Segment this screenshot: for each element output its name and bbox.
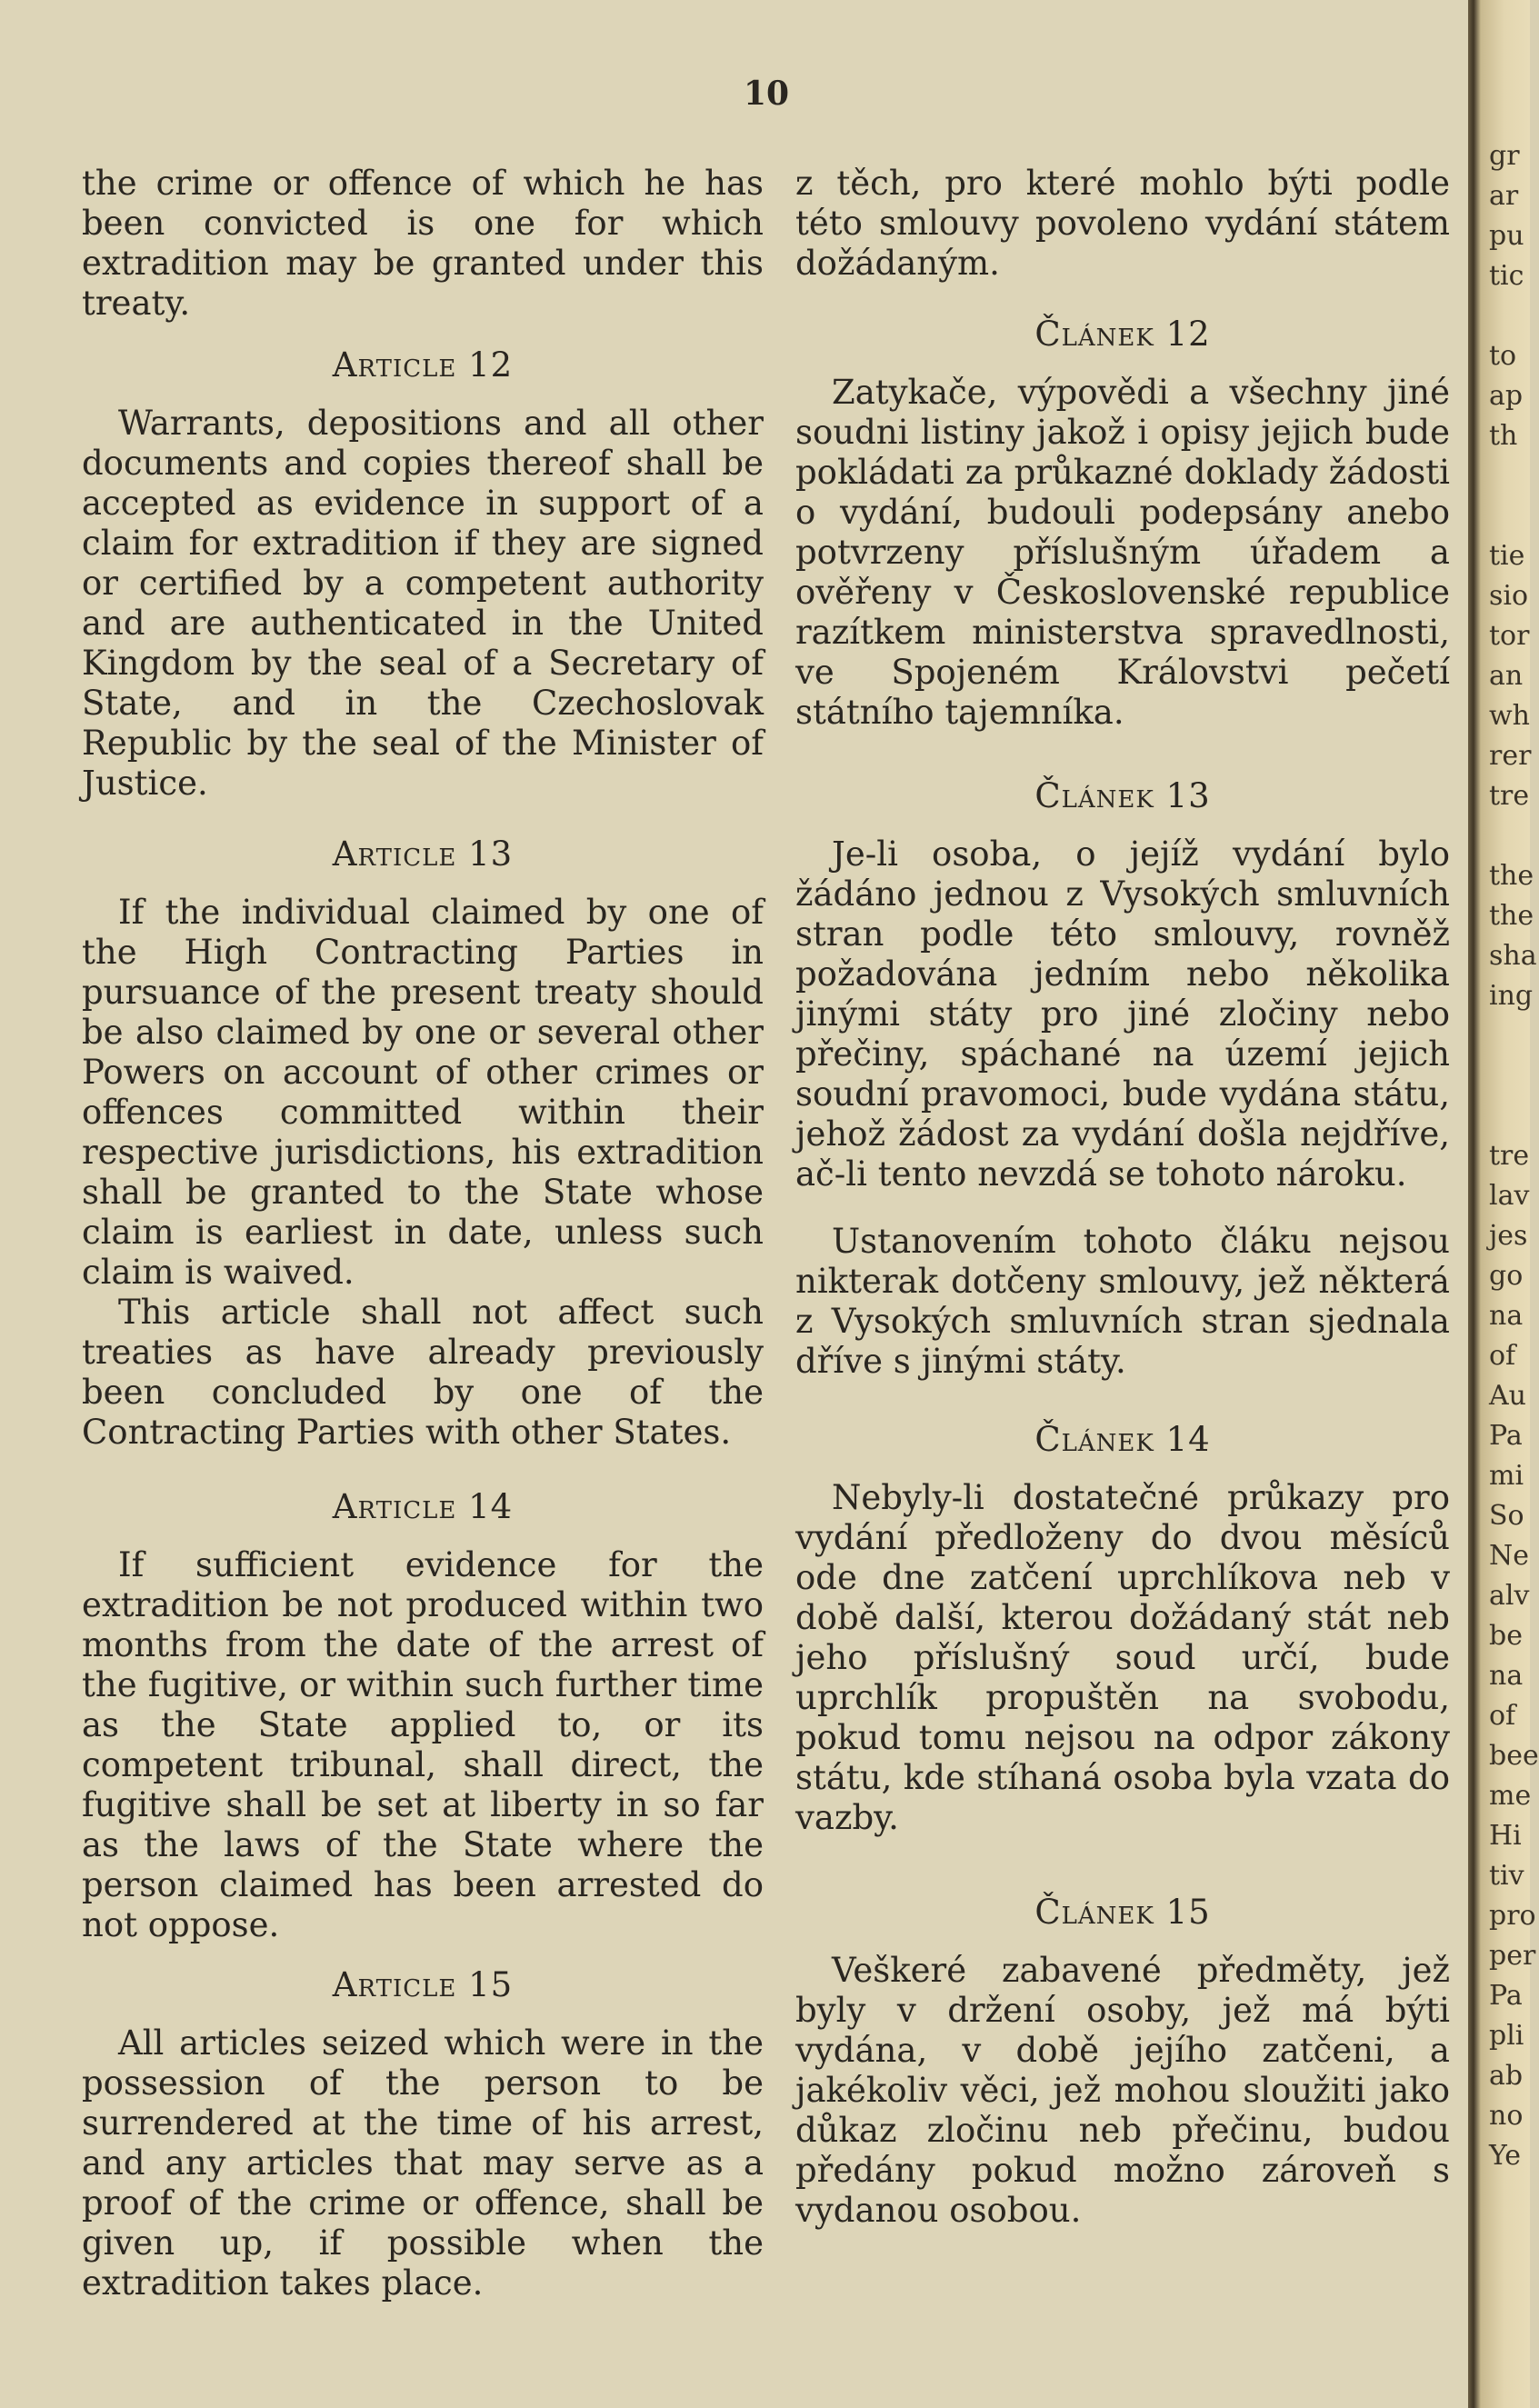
edge-fragment: an (1489, 660, 1524, 692)
article-12-text: Warrants, depositions and all other documents and copies thereof shall be accepted as evidence in support of a claim for extradition if they are signed or certified by a competent authority and are authenticated in the United Kingdom by the seal of a Secretary of State, and in the Czechoslovak Republic by the seal of the Minister of Justice. (82, 404, 764, 803)
facing-page-edge-text (1489, 136, 1539, 2176)
edge-fragment: me (1489, 1780, 1532, 1812)
article-15-heading: Article 15 (332, 1965, 514, 2004)
edge-fragment: the (1489, 900, 1534, 932)
edge-fragment: go (1489, 1260, 1524, 1292)
edge-fragment: Ne (1489, 1540, 1530, 1572)
clanek-12-heading: Článek 12 (1034, 315, 1211, 354)
article-13-paragraph-1: If the individual claimed by one of the High Contracting Parties in pursuance of the present treaty should be also claimed by one or several other Powers on account of other crimes or offences committed within their respective jurisdictions, his extradition shall be granted to the State whose claim is earliest in date, unless such claim is waived. (82, 893, 764, 1292)
edge-fragment: Pa (1489, 1980, 1523, 2012)
edge-fragment: of (1489, 1340, 1516, 1372)
edge-fragment: na (1489, 1300, 1524, 1332)
clanek-13-paragraph-2: Ustanovením tohoto čláku nejsou nikterak dotčeny smlouvy, jež některá z Vysokých smluvních stran sjednala dříve s jinými státy. (795, 1222, 1450, 1381)
edge-fragment: Ye (1489, 2140, 1521, 2172)
edge-fragment: gr (1489, 140, 1520, 172)
edge-fragment: jes (1489, 1220, 1528, 1252)
edge-fragment: ab (1489, 2060, 1524, 2092)
edge-fragment: alv (1489, 1580, 1530, 1612)
edge-fragment: na (1489, 1660, 1524, 1692)
edge-fragment (1489, 1096, 1530, 1136)
clanek-14-text: Nebyly-li dostatečné průkazy pro vydání předloženy do dvou měsíců ode dne zatčení uprchlíkova neb v době další, kterou dožádaný stát neb jeho příslušný soud určí, bude uprchlík propuštěn na svobodu, pokud tomu nejsou na odpor zákony státu, kde stíhaná osoba byla vzata do vazby. (795, 1478, 1450, 1837)
edge-fragment (1489, 456, 1530, 496)
edge-fragment: be (1489, 1620, 1523, 1652)
clanek-13-heading: Článek 13 (1034, 776, 1211, 815)
edge-fragment: Hi (1489, 1820, 1522, 1852)
edge-fragment (1489, 1016, 1530, 1056)
edge-fragment: per (1489, 1940, 1536, 1972)
edge-fragment (1489, 1056, 1530, 1096)
article-13-paragraph-2: This article shall not affect such treaties as have already previously been concluded by one of the Contracting Parties with other States. (82, 1293, 764, 1452)
edge-fragment: pu (1489, 220, 1524, 252)
edge-fragment: wh (1489, 700, 1530, 732)
clanek-12-text: Zatykače, výpovědi a všechny jiné soudni listiny jakož i opisy jejich bude pokládati za průkazné doklady žádosti o vydání, budouli podepsány anebo potvrzeny příslušným úřadem a ověřeny v Československé republice razítkem ministerstva spravedlnosti, ve Spojeném Královstvi pečetí státního tajemníka. (795, 373, 1450, 732)
clanek-13-paragraph-1: Je-li osoba, o jejíž vydání bylo žádáno jednou z Vysokých smluvních stran podle této smlouvy, rovněž požadována jedním nebo několika jinými státy pro jiné zločiny nebo přečiny, spáchané na území jejich soudní pravomoci, bude vydána státu, jehož žádost za vydání došla nejdříve, ač-li tento nevzdá se tohoto nároku. (795, 834, 1450, 1194)
edge-fragment: Au (1489, 1380, 1526, 1412)
edge-fragment: tie (1489, 540, 1525, 572)
clanek-14-heading: Článek 14 (1034, 1420, 1211, 1459)
edge-fragment: Pa (1489, 1420, 1523, 1452)
edge-fragment: tre (1489, 780, 1530, 812)
article-12-heading: Article 12 (332, 345, 514, 385)
edge-fragment (1489, 496, 1530, 536)
edge-fragment: th (1489, 420, 1518, 452)
edge-fragment: tre (1489, 1140, 1530, 1172)
edge-fragment: the (1489, 860, 1534, 892)
edge-fragment: bee (1489, 1740, 1539, 1772)
edge-fragment: ing (1489, 980, 1534, 1012)
english-column (82, 164, 764, 2303)
page-number: 10 (744, 75, 790, 113)
edge-fragment: sio (1489, 580, 1529, 612)
edge-fragment: pro (1489, 1900, 1536, 1932)
edge-fragment: pli (1489, 2020, 1524, 2052)
edge-fragment: no (1489, 2100, 1524, 2132)
edge-fragment: of (1489, 1700, 1516, 1732)
continuation-text-cz: z těch, pro které mohlo býti podle této smlouvy povoleno vydání státem dožádaným. (795, 164, 1450, 283)
article-14-text: If sufficient evidence for the extradition be not produced within two months from the date of the arrest of the fugitive, or within such further time as the State applied to, or its competent tribunal, shall direct, the fugitive shall be set at liberty in so far as the laws of the State where the person claimed has been arrested do not oppose. (82, 1545, 764, 1944)
edge-fragment: lav (1489, 1180, 1530, 1212)
continuation-text: the crime or offence of which he has been convicted is one for which extradition may be granted under this treaty. (82, 164, 764, 323)
edge-fragment (1489, 296, 1530, 336)
edge-fragment: sha (1489, 940, 1537, 972)
article-15-text: All articles seized which were in the possession of the person to be surrendered at the time of his arrest, and any articles that may serve as a proof of the crime or offence, shall be given up, if possible when the extradition takes place. (82, 2023, 764, 2303)
edge-fragment (1489, 816, 1530, 856)
edge-fragment: rer (1489, 740, 1532, 772)
edge-fragment: tic (1489, 260, 1524, 292)
edge-fragment: to (1489, 340, 1517, 372)
article-13-heading: Article 13 (332, 834, 514, 874)
edge-fragment: ar (1489, 180, 1519, 212)
edge-fragment: So (1489, 1500, 1524, 1532)
article-14-heading: Article 14 (332, 1487, 514, 1526)
edge-fragment: ap (1489, 380, 1524, 412)
edge-fragment: mi (1489, 1460, 1524, 1492)
clanek-15-heading: Článek 15 (1034, 1893, 1211, 1932)
czech-column (795, 164, 1450, 2231)
edge-fragment: tiv (1489, 1860, 1524, 1892)
edge-fragment: tor (1489, 620, 1530, 652)
clanek-15-text: Veškeré zabavené předměty, jež byly v držení osoby, jež má býti vydána, v době jejího zatčeni, a jakékoliv věci, jež mohou sloužiti jako důkaz zločinu neb přečinu, budou předány pokud možno zároveň s vydanou osobou. (795, 1951, 1450, 2230)
